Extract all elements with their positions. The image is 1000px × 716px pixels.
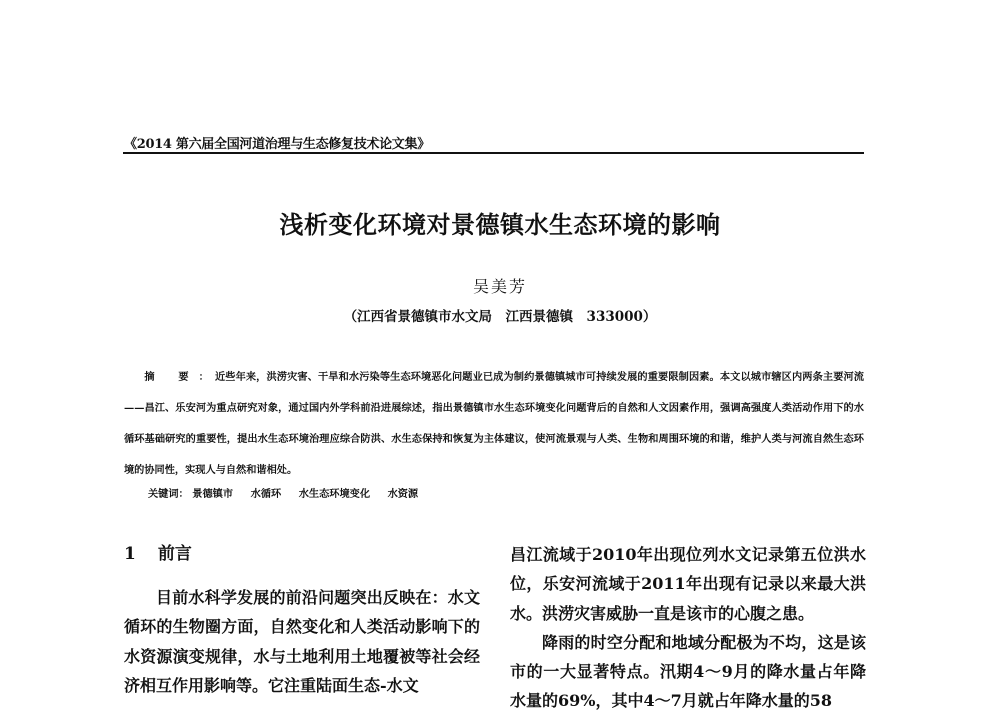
paper-affiliation: （江西省景德镇市水文局 江西景德镇 333000） (343, 309, 657, 325)
section-number: 1 (124, 544, 136, 564)
keywords (148, 482, 432, 506)
keywords-label: 关键词： (148, 488, 189, 500)
keyword: 水循环 (250, 488, 282, 500)
abstract-text: 近些年来，洪涝灾害、干旱和水污染等生态环境恶化问题业已成为制约景德镇城市可持续发展的重要限制因素。本文以城市辖区内两条主要河流——昌江、乐安河为重点研究对象，通过国内外学科前沿进展综述，指出景德镇市水生态环境变化问题背后的自然和人文因素作用，强调高强度人类活动作用下的水循环基础研究的重要性，提出水生态环境治理应综合防洪、水生态保持和恢复为主体建议，使河流景观与人类、生物和周围环境的和谐，维护人类与河流自然生态环境的协同性，实现人与自然和谐相处。 (124, 371, 864, 476)
running-header: 《2014 第六届全国河道治理与生态修复技术论文集》 (124, 137, 430, 152)
left-column (124, 540, 480, 700)
body-paragraph: 降雨的时空分配和地域分配极为不均，这是该市的一大显著特点。汛期4～9月的降水量占年降水量的69%，其中4～7月就占年降水量的58 (510, 632, 866, 711)
paper-author: 吴美芳 (472, 277, 527, 296)
body-paragraph: 昌江流域于2010年出现位列水文记录第五位洪水位，乐安河流域于2011年出现有记录以来最大洪水。洪涝灾害威胁一直是该市的心腹之患。 (510, 545, 866, 623)
section-heading (124, 540, 480, 569)
paper-title: 浅析变化环境对景德镇水生态环境的影响 (279, 211, 721, 239)
section-title: 前言 (157, 544, 192, 564)
keyword: 水生态环境变化 (298, 488, 371, 500)
abstract (124, 362, 864, 486)
right-column (510, 540, 866, 716)
keyword: 景德镇市 (192, 488, 234, 500)
abstract-label: 摘 要： (144, 371, 219, 383)
header-rule (123, 152, 864, 154)
body-paragraph: 目前水科学发展的前沿问题突出反映在：水文循环的生物圈方面，自然变化和人类活动影响下的水资源演变规律，水与土地利用土地覆被等社会经济相互作用影响等。它注重陆面生态-水文 (124, 588, 480, 695)
keyword: 水资源 (387, 488, 419, 500)
